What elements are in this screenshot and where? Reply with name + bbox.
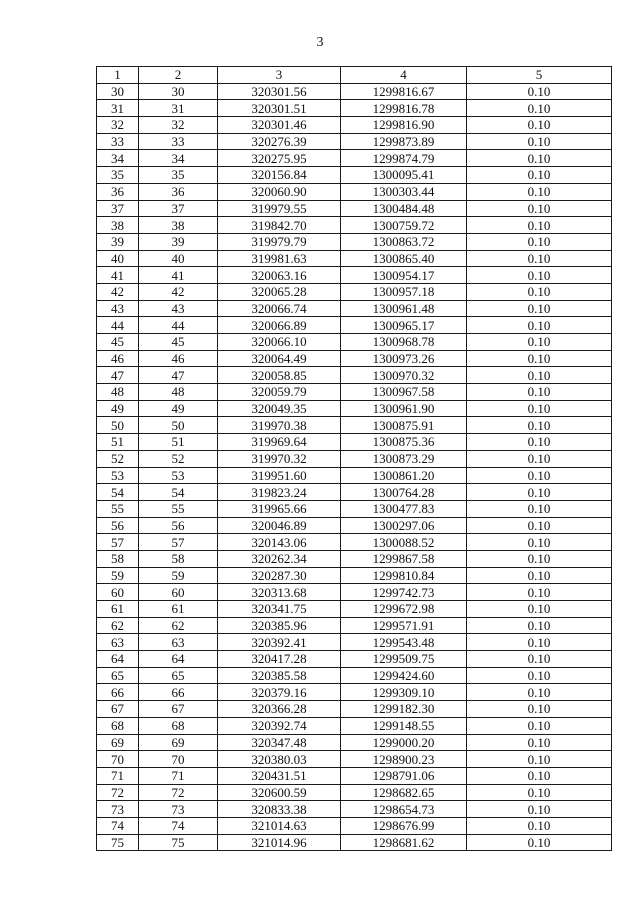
table-cell-col-5: 0.10 [467,701,612,718]
table-cell-col-5: 0.10 [467,417,612,434]
table-cell-col-4: 1300484.48 [341,200,467,217]
table-cell-col-4: 1300297.06 [341,517,467,534]
table-cell-col-3: 319965.66 [218,500,341,517]
table-row [97,784,612,801]
table-row [97,367,612,384]
table-cell-col-4: 1299672.98 [341,601,467,618]
table-cell-col-4: 1299182.30 [341,701,467,718]
table-row [97,517,612,534]
table-row [97,834,612,851]
table-cell-col-1: 46 [97,350,139,367]
table-cell-col-4: 1299810.84 [341,567,467,584]
table-cell-col-5: 0.10 [467,500,612,517]
table-cell-col-1: 47 [97,367,139,384]
table-cell-col-3: 319981.63 [218,250,341,267]
table-cell-col-4: 1299000.20 [341,734,467,751]
table-cell-col-3: 320341.75 [218,601,341,618]
table-cell-col-1: 37 [97,200,139,217]
table-cell-col-4: 1300873.29 [341,450,467,467]
table-cell-col-5: 0.10 [467,534,612,551]
table-cell-col-1: 68 [97,717,139,734]
table-row [97,584,612,601]
table-cell-col-5: 0.10 [467,567,612,584]
table-cell-col-5: 0.10 [467,617,612,634]
table-cell-col-2: 71 [139,767,218,784]
table-row [97,267,612,284]
table-cell-col-1: 60 [97,584,139,601]
table-cell-col-3: 319970.32 [218,450,341,467]
table-cell-col-3: 320392.41 [218,634,341,651]
table-cell-col-1: 74 [97,817,139,834]
table-cell-col-5: 0.10 [467,667,612,684]
table-cell-col-3: 320066.89 [218,317,341,334]
table-cell-col-3: 320833.38 [218,801,341,818]
table-cell-col-4: 1300970.32 [341,367,467,384]
table-cell-col-4: 1300759.72 [341,217,467,234]
table-cell-col-5: 0.10 [467,450,612,467]
table-row [97,734,612,751]
table-cell-col-3: 320379.16 [218,684,341,701]
table-cell-col-4: 1300764.28 [341,484,467,501]
table-cell-col-1: 65 [97,667,139,684]
table-cell-col-1: 31 [97,100,139,117]
table-cell-col-2: 64 [139,651,218,668]
table-row [97,500,612,517]
table-cell-col-4: 1299148.55 [341,717,467,734]
table-cell-col-5: 0.10 [467,83,612,100]
table-row [97,250,612,267]
table-cell-col-5: 0.10 [467,117,612,134]
table-cell-col-4: 1300973.26 [341,350,467,367]
table-cell-col-5: 0.10 [467,334,612,351]
table-cell-col-1: 39 [97,233,139,250]
table-cell-col-4: 1298682.65 [341,784,467,801]
table-cell-col-4: 1300957.18 [341,283,467,300]
table-cell-col-5: 0.10 [467,233,612,250]
table-row [97,434,612,451]
table-cell-col-5: 0.10 [467,817,612,834]
table-cell-col-3: 319951.60 [218,467,341,484]
table-cell-col-4: 1300477.83 [341,500,467,517]
table-cell-col-5: 0.10 [467,250,612,267]
table-row [97,767,612,784]
table-cell-col-5: 0.10 [467,601,612,618]
table-cell-col-5: 0.10 [467,317,612,334]
table-cell-col-4: 1299867.58 [341,550,467,567]
table-cell-col-4: 1300961.90 [341,400,467,417]
table-row [97,667,612,684]
table-row [97,283,612,300]
table-cell-col-2: 49 [139,400,218,417]
table-cell-col-3: 319842.70 [218,217,341,234]
table-cell-col-1: 64 [97,651,139,668]
table-cell-col-2: 66 [139,684,218,701]
table-cell-col-5: 0.10 [467,200,612,217]
table-cell-col-1: 36 [97,183,139,200]
table-cell-col-2: 34 [139,150,218,167]
table-cell-col-1: 42 [97,283,139,300]
table-cell-col-4: 1300967.58 [341,384,467,401]
table-cell-col-4: 1299309.10 [341,684,467,701]
table-cell-col-3: 320063.16 [218,267,341,284]
table-cell-col-1: 43 [97,300,139,317]
table-cell-col-5: 0.10 [467,183,612,200]
table-row [97,150,612,167]
table-cell-col-2: 52 [139,450,218,467]
table-cell-col-1: 35 [97,167,139,184]
table-row [97,567,612,584]
table-cell-col-4: 1300968.78 [341,334,467,351]
table-row [97,117,612,134]
table-row [97,634,612,651]
table-cell-col-1: 53 [97,467,139,484]
table-cell-col-4: 1298676.99 [341,817,467,834]
header-cell-5: 5 [467,67,612,84]
table-cell-col-5: 0.10 [467,367,612,384]
table-cell-col-4: 1299816.78 [341,100,467,117]
table-cell-col-4: 1300875.91 [341,417,467,434]
table-cell-col-4: 1299424.60 [341,667,467,684]
table-cell-col-2: 36 [139,183,218,200]
table-cell-col-3: 320046.89 [218,517,341,534]
table-cell-col-2: 30 [139,83,218,100]
table-cell-col-5: 0.10 [467,734,612,751]
table-cell-col-4: 1300088.52 [341,534,467,551]
table-cell-col-1: 40 [97,250,139,267]
table-cell-col-3: 320347.48 [218,734,341,751]
table-row [97,684,612,701]
table-row [97,384,612,401]
table-cell-col-5: 0.10 [467,267,612,284]
table-cell-col-3: 320156.84 [218,167,341,184]
table-cell-col-1: 32 [97,117,139,134]
table-cell-col-2: 65 [139,667,218,684]
table-cell-col-1: 69 [97,734,139,751]
table-cell-col-3: 320385.96 [218,617,341,634]
table-cell-col-3: 321014.63 [218,817,341,834]
table-cell-col-1: 62 [97,617,139,634]
table-cell-col-1: 55 [97,500,139,517]
table-cell-col-2: 67 [139,701,218,718]
table-cell-col-3: 319823.24 [218,484,341,501]
table-cell-col-1: 38 [97,217,139,234]
table-cell-col-5: 0.10 [467,217,612,234]
table-cell-col-3: 320417.28 [218,651,341,668]
table-row [97,334,612,351]
table-cell-col-5: 0.10 [467,684,612,701]
table-cell-col-5: 0.10 [467,434,612,451]
table-cell-col-3: 320143.06 [218,534,341,551]
table-cell-col-3: 320313.68 [218,584,341,601]
table-row [97,534,612,551]
table-cell-col-3: 320060.90 [218,183,341,200]
table-cell-col-4: 1299816.90 [341,117,467,134]
table-cell-col-2: 44 [139,317,218,334]
table-cell-col-4: 1299874.79 [341,150,467,167]
table-cell-col-3: 320431.51 [218,767,341,784]
table-cell-col-1: 63 [97,634,139,651]
header-cell-1: 1 [97,67,139,84]
table-cell-col-2: 45 [139,334,218,351]
table-cell-col-2: 43 [139,300,218,317]
table-cell-col-3: 320059.79 [218,384,341,401]
table-cell-col-3: 320066.10 [218,334,341,351]
table-cell-col-5: 0.10 [467,801,612,818]
table-cell-col-3: 320066.74 [218,300,341,317]
table-cell-col-2: 60 [139,584,218,601]
table-cell-col-3: 320366.28 [218,701,341,718]
table-cell-col-1: 44 [97,317,139,334]
table-cell-col-3: 320064.49 [218,350,341,367]
table-row [97,484,612,501]
header-cell-4: 4 [341,67,467,84]
table-cell-col-2: 55 [139,500,218,517]
table-row [97,350,612,367]
table-cell-col-2: 57 [139,534,218,551]
header-cell-3: 3 [218,67,341,84]
table-cell-col-1: 57 [97,534,139,551]
table-cell-col-2: 74 [139,817,218,834]
table-cell-col-3: 321014.96 [218,834,341,851]
table-row [97,100,612,117]
table-row [97,467,612,484]
table-cell-col-1: 33 [97,133,139,150]
table-cell-col-3: 320380.03 [218,751,341,768]
table-cell-col-4: 1299742.73 [341,584,467,601]
table-cell-col-3: 320287.30 [218,567,341,584]
table-cell-col-3: 320301.56 [218,83,341,100]
table-cell-col-2: 70 [139,751,218,768]
table-cell-col-5: 0.10 [467,350,612,367]
table-cell-col-3: 319979.55 [218,200,341,217]
table-cell-col-3: 320276.39 [218,133,341,150]
table-cell-col-5: 0.10 [467,651,612,668]
table-cell-col-2: 58 [139,550,218,567]
table-cell-col-1: 51 [97,434,139,451]
table-cell-col-1: 59 [97,567,139,584]
table-row [97,550,612,567]
table-row [97,300,612,317]
table-cell-col-5: 0.10 [467,300,612,317]
table-cell-col-2: 31 [139,100,218,117]
table-cell-col-2: 33 [139,133,218,150]
table-cell-col-5: 0.10 [467,767,612,784]
table-cell-col-2: 41 [139,267,218,284]
table-cell-col-4: 1298654.73 [341,801,467,818]
table-cell-col-2: 75 [139,834,218,851]
table-cell-col-4: 1299873.89 [341,133,467,150]
table-cell-col-5: 0.10 [467,634,612,651]
table-row [97,651,612,668]
table-cell-col-5: 0.10 [467,100,612,117]
table-body [97,83,612,851]
table-row [97,450,612,467]
table-row [97,801,612,818]
table-cell-col-2: 32 [139,117,218,134]
table-cell-col-1: 70 [97,751,139,768]
table-cell-col-3: 320275.95 [218,150,341,167]
table-row [97,751,612,768]
table-cell-col-2: 38 [139,217,218,234]
table-cell-col-1: 75 [97,834,139,851]
table-cell-col-3: 320301.51 [218,100,341,117]
table-cell-col-5: 0.10 [467,384,612,401]
table-cell-col-2: 62 [139,617,218,634]
header-cell-2: 2 [139,67,218,84]
table-cell-col-3: 320385.58 [218,667,341,684]
table-cell-col-2: 50 [139,417,218,434]
table-cell-col-4: 1298681.62 [341,834,467,851]
table-cell-col-4: 1300865.40 [341,250,467,267]
table-cell-col-2: 51 [139,434,218,451]
table-cell-col-2: 53 [139,467,218,484]
table-cell-col-5: 0.10 [467,467,612,484]
header-row [97,67,612,84]
table-cell-col-4: 1299816.67 [341,83,467,100]
table-cell-col-2: 40 [139,250,218,267]
table-row [97,601,612,618]
table-cell-col-5: 0.10 [467,517,612,534]
table-cell-col-2: 47 [139,367,218,384]
table-cell-col-5: 0.10 [467,167,612,184]
table-row [97,400,612,417]
table-cell-col-1: 54 [97,484,139,501]
table-cell-col-1: 45 [97,334,139,351]
table-cell-col-3: 320058.85 [218,367,341,384]
table-cell-col-3: 320392.74 [218,717,341,734]
table-cell-col-2: 73 [139,801,218,818]
table-cell-col-5: 0.10 [467,717,612,734]
table-cell-col-2: 69 [139,734,218,751]
table-cell-col-3: 320600.59 [218,784,341,801]
table-cell-col-4: 1300861.20 [341,467,467,484]
table-row [97,233,612,250]
table-cell-col-1: 73 [97,801,139,818]
table-cell-col-1: 34 [97,150,139,167]
table-row [97,167,612,184]
table-cell-col-2: 72 [139,784,218,801]
table-cell-col-2: 56 [139,517,218,534]
table-cell-col-4: 1298791.06 [341,767,467,784]
table-cell-col-5: 0.10 [467,283,612,300]
table-cell-col-2: 61 [139,601,218,618]
table-cell-col-1: 61 [97,601,139,618]
table-cell-col-1: 58 [97,550,139,567]
table-row [97,701,612,718]
table-cell-col-2: 59 [139,567,218,584]
table-cell-col-4: 1300303.44 [341,183,467,200]
table-row [97,133,612,150]
table-cell-col-1: 67 [97,701,139,718]
table-cell-col-2: 68 [139,717,218,734]
table-cell-col-4: 1300875.36 [341,434,467,451]
table-row [97,217,612,234]
table-cell-col-2: 42 [139,283,218,300]
table-cell-col-2: 39 [139,233,218,250]
table-cell-col-5: 0.10 [467,584,612,601]
table-cell-col-1: 71 [97,767,139,784]
table-cell-col-4: 1300954.17 [341,267,467,284]
table-cell-col-5: 0.10 [467,150,612,167]
table-cell-col-5: 0.10 [467,834,612,851]
table-cell-col-3: 320049.35 [218,400,341,417]
table-cell-col-2: 35 [139,167,218,184]
table-row [97,83,612,100]
table-cell-col-4: 1298900.23 [341,751,467,768]
table-cell-col-4: 1299543.48 [341,634,467,651]
table-cell-col-1: 41 [97,267,139,284]
coordinates-table [96,66,612,851]
table-cell-col-5: 0.10 [467,550,612,567]
table-row [97,417,612,434]
table-cell-col-4: 1299509.75 [341,651,467,668]
table-row [97,317,612,334]
table-cell-col-1: 66 [97,684,139,701]
table-cell-col-2: 48 [139,384,218,401]
table-cell-col-3: 320262.34 [218,550,341,567]
table-row [97,717,612,734]
table-row [97,200,612,217]
page-number: 3 [316,35,324,50]
table-cell-col-1: 52 [97,450,139,467]
table-cell-col-5: 0.10 [467,484,612,501]
table-cell-col-4: 1300965.17 [341,317,467,334]
table-cell-col-2: 63 [139,634,218,651]
table-cell-col-3: 319969.64 [218,434,341,451]
table-cell-col-1: 49 [97,400,139,417]
table-cell-col-1: 48 [97,384,139,401]
table-cell-col-3: 320301.46 [218,117,341,134]
table-cell-col-5: 0.10 [467,751,612,768]
table-header [97,67,612,84]
table-row [97,617,612,634]
table-cell-col-4: 1300863.72 [341,233,467,250]
table-cell-col-4: 1300095.41 [341,167,467,184]
table-cell-col-1: 30 [97,83,139,100]
table-cell-col-3: 319970.38 [218,417,341,434]
table-row [97,817,612,834]
table-row [97,183,612,200]
table-cell-col-4: 1300961.48 [341,300,467,317]
table-cell-col-5: 0.10 [467,400,612,417]
table-cell-col-2: 37 [139,200,218,217]
table-cell-col-3: 320065.28 [218,283,341,300]
table-cell-col-5: 0.10 [467,133,612,150]
table-cell-col-2: 46 [139,350,218,367]
table-cell-col-1: 56 [97,517,139,534]
table-cell-col-1: 72 [97,784,139,801]
table-cell-col-1: 50 [97,417,139,434]
table-cell-col-5: 0.10 [467,784,612,801]
table-cell-col-3: 319979.79 [218,233,341,250]
table-cell-col-2: 54 [139,484,218,501]
table-cell-col-4: 1299571.91 [341,617,467,634]
